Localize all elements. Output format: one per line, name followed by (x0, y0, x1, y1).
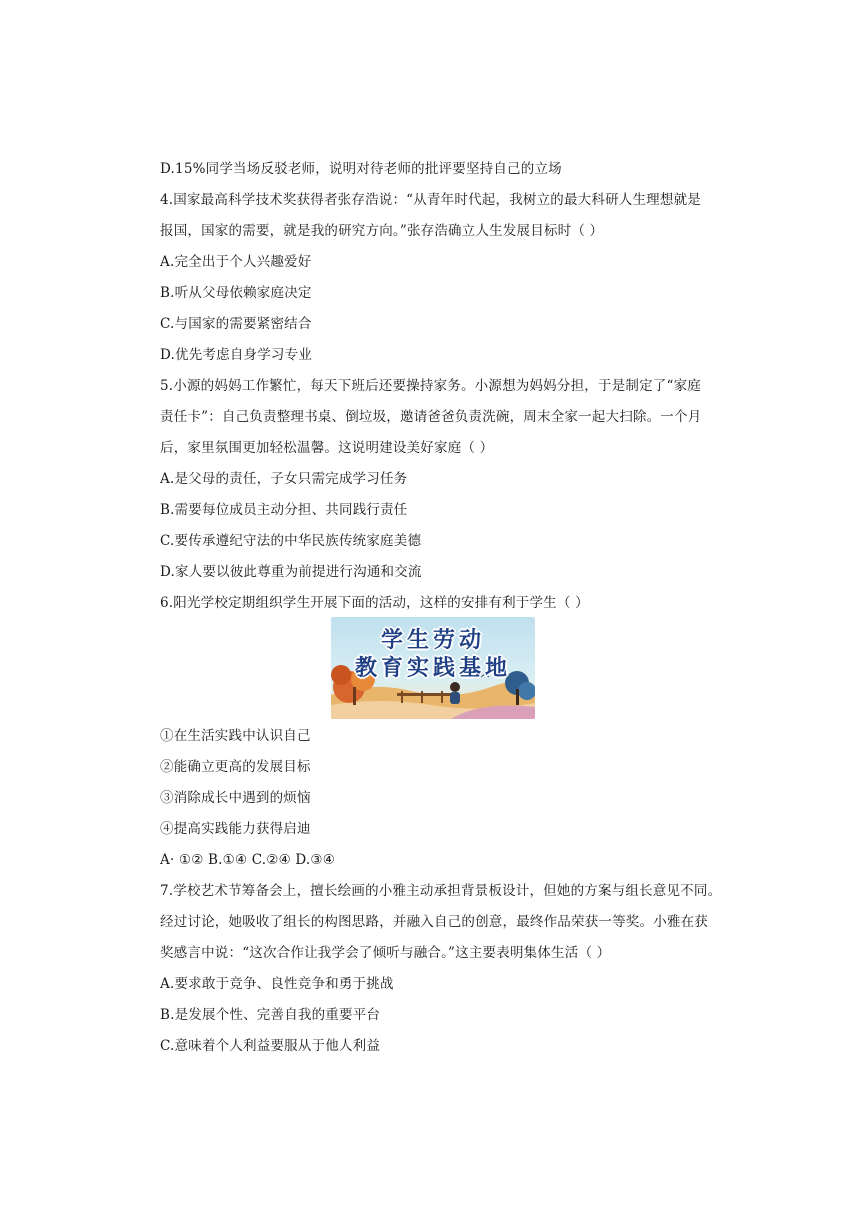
question-5-option-a: A.是父母的责任，子女只需完成学习任务 (160, 471, 408, 487)
question-6-statement-3: ③消除成长中遇到的烦恼 (160, 790, 311, 806)
question-6-statement-2: ②能确立更高的发展目标 (160, 759, 311, 775)
question-7-option-b: B.是发展个性、完善自我的重要平台 (160, 1007, 381, 1023)
question-4-stem: 4.国家最高科学技术奖获得者张存浩说：“从青年时代起，我树立的最大科研人生理想就是 (160, 192, 701, 208)
question-7-stem: 经过讨论，她吸收了组长的构图思路，并融入自己的创意，最终作品荣获一等奖。小雅在获 (160, 914, 708, 930)
question-7-stem: 7.学校艺术节筹备会上，擅长绘画的小雅主动承担背景板设计，但她的方案与组长意见不同。 (160, 883, 722, 899)
question-6-statement-1: ①在生活实践中认识自己 (160, 728, 311, 744)
question-6-stem: 6.阳光学校定期组织学生开展下面的活动，这样的安排有利于学生（ ） (160, 595, 589, 611)
question-7-option-a: A.要求敢于竞争、良性竞争和勇于挑战 (160, 976, 394, 992)
question-6-statement-4: ④提高实践能力获得启迪 (160, 821, 311, 837)
labor-education-poster-image (331, 617, 535, 719)
question-4-option-c: C.与国家的需要紧密结合 (160, 316, 312, 332)
question-4-stem: 报国，国家的需要，就是我的研究方向。”张存浩确立人生发展目标时（ ） (160, 223, 604, 239)
question-5-stem: 责任卡”：自己负责整理书桌、倒垃圾，邀请爸爸负责洗碗，周末全家一起大扫除。一个月 (160, 409, 702, 425)
question-4-option-b: B.听从父母依赖家庭决定 (160, 285, 312, 301)
question-7-stem: 奖感言中说：“这次合作让我学会了倾听与融合。”这主要表明集体生活（ ） (160, 945, 611, 961)
question-6-options: A· ①② B.①④ C.②④ D.③④ (160, 852, 336, 868)
poster-title-line1: 学生劳动 (380, 628, 485, 653)
poster-title-line2: 教育实践基地 (354, 656, 511, 681)
question-5-option-d: D.家人要以彼此尊重为前提进行沟通和交流 (160, 564, 422, 580)
question-5-stem: 后，家里氛围更加轻松温馨。这说明建设美好家庭（ ） (160, 440, 494, 456)
question-7-option-c: C.意味着个人利益要服从于他人利益 (160, 1038, 381, 1054)
question-4-option-d: D.优先考虑自身学习专业 (160, 347, 313, 363)
question-5-option-c: C.要传承遵纪守法的中华民族传统家庭美德 (160, 533, 422, 549)
question-4-option-a: A.完全出于个人兴趣爱好 (160, 254, 312, 270)
question-5-option-b: B.需要每位成员主动分担、共同践行责任 (160, 502, 408, 518)
question-5-stem: 5.小源的妈妈工作繁忙，每天下班后还要操持家务。小源想为妈妈分担，于是制定了“家庭 (160, 378, 701, 394)
text-line: D.15%同学当场反驳老师，说明对待老师的批评要坚持自己的立场 (160, 161, 562, 177)
